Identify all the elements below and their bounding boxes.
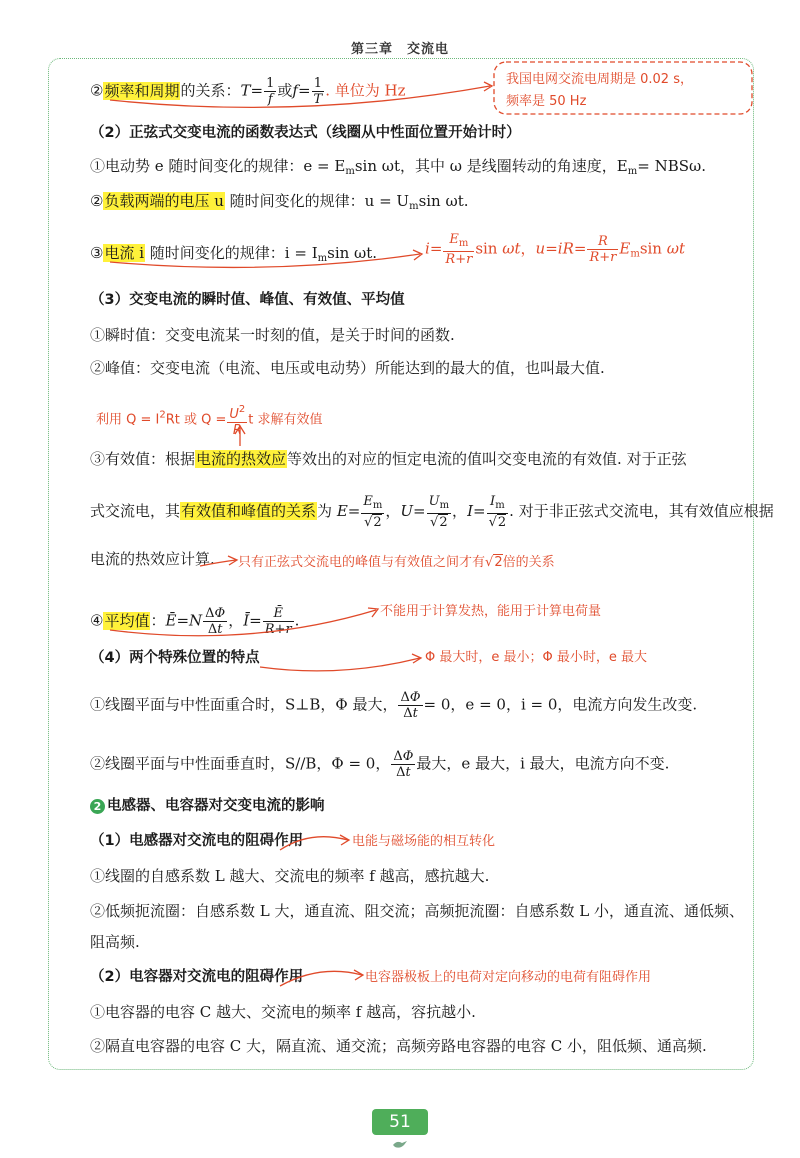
- line-emf: ①电动势 e 随时间变化的规律：$e = E_m\sin$ ωt，其中 ω 是线圈转动的角速度，$E_m= NBS\omega$.: [90, 157, 706, 177]
- note-sqrt2: 只有正弦式交流电的峰值与有效值之间才有√2倍的关系: [238, 555, 555, 570]
- highlight-heat-effect: 电流的热效应: [196, 450, 287, 468]
- line-average: ④平均值：Ē=N $\frac{\Delta\Phi}{\Delta t}$ ，Ī= $\frac{Ē}{R+r}$ .: [90, 606, 300, 637]
- line-instant: ①瞬时值：交变电流某一时刻的值，是关于时间的函数.: [90, 326, 455, 344]
- highlight-average: 平均值: [104, 611, 150, 630]
- text: . 对于非正弦式交流电，其有效值应根据: [509, 502, 774, 520]
- bird-icon: [392, 1138, 408, 1150]
- heading-values: （3）交变电流的瞬时值、峰值、有效值、平均值: [90, 292, 405, 308]
- chapter-header: 第三章 交流电: [350, 42, 449, 57]
- text: sin ωt，其中 ω 是线圈转动的角速度，E: [354, 157, 628, 175]
- highlight-relation: 有效值和峰值的关系: [181, 502, 317, 520]
- note-current-formula: i= $\frac{E_m}{R+r}$ sin ωt，u=iR= $\frac{R}{R+r}$ $E_m\sin$ ωt: [425, 232, 686, 267]
- line-effective-relation: 式交流电，其有效值和峰值的关系为 E= $\frac{E_m}{√2}$ ，U= $\frac{U_m}{√2}$ ，I= $\frac{I_m}{√2}$ . 对于非正弦式交流电，其有效值应根据: [90, 494, 774, 530]
- text: sin ωt.: [327, 244, 378, 262]
- text: 为: [317, 502, 333, 520]
- heading-sine-expression: （2）正弦式交变电流的函数表达式（线圈从中性面位置开始计时）: [90, 125, 521, 141]
- line-inductance: ①线圈的自感系数 L 越大、交流电的频率 f 越高，感抗越大.: [90, 867, 490, 885]
- text: 电感器、电容器对交变电流的影响: [107, 798, 325, 814]
- heading-inductor: （1）电感器对交流电的阻碍作用: [90, 833, 304, 849]
- line-voltage: ②负载两端的电压 u 随时间变化的规律：$u = U_m\sin$ ωt.: [90, 192, 469, 212]
- fraction: $\frac{1}{T}$: [313, 76, 323, 107]
- note-grid-period: 我国电网交流电周期是 0.02 s，: [506, 72, 693, 87]
- line-blocking-capacitor: ②隔直电容器的电容 C 大，隔直流、通交流；高频旁路电容器的电容 C 小，阻低频、通高频.: [90, 1037, 707, 1055]
- highlight-voltage: 负载两端的电压 u: [104, 192, 224, 210]
- item-marker: ④: [90, 611, 104, 630]
- heading-inductor-capacitor: [90, 796, 325, 816]
- text: ③有效值：根据: [90, 450, 196, 468]
- text: 的关系：: [180, 81, 241, 100]
- text: ①电动势 e 随时间变化的规律：e = E: [90, 157, 346, 175]
- line-freq-period: ②频率和周期的关系：T= $\frac{1}{f}$ 或f= $\frac{1}{T}$ . 单位为 Hz: [90, 76, 406, 107]
- section-number-badge: 2: [90, 799, 105, 814]
- line-peak: ②峰值：交变电流（电流、电压或电动势）所能达到的最大的值，也叫最大值.: [90, 359, 605, 377]
- text: = 0，e = 0，i = 0，电流方向发生改变.: [423, 695, 698, 714]
- page-number: 51: [372, 1109, 428, 1135]
- text: ①线圈平面与中性面重合时，S⊥B，Φ 最大，: [90, 695, 398, 714]
- line-effective: [90, 449, 687, 469]
- text: 等效出的对应的恒定电流的值叫交变电流的有效值. 对于正弦: [287, 450, 687, 468]
- note-phi-e: Φ 最大时，e 最小；Φ 最小时，e 最大: [425, 650, 647, 665]
- text: 随时间变化的规律：i = I: [145, 244, 318, 262]
- item-marker: ②: [90, 192, 104, 210]
- note-unit: . 单位为 Hz: [325, 81, 406, 100]
- heading-special-positions: （4）两个特殊位置的特点: [90, 650, 260, 666]
- line-neutral-plane: ①线圈平面与中性面重合时，S⊥B，Φ 最大， $\frac{\Delta\Phi}{\Delta t}$ = 0，e = 0，i = 0，电流方向发生改变.: [90, 690, 698, 721]
- note-average: 不能用于计算发热，能用于计算电荷量: [380, 604, 602, 619]
- highlight-current: 电流 i: [104, 244, 145, 262]
- text: sin ωt.: [418, 192, 469, 210]
- heading-capacitor: （2）电容器对交流电的阻碍作用: [90, 969, 304, 985]
- note-capacitor: 电容器极板上的电荷对定向移动的电荷有阻碍作用: [365, 970, 652, 985]
- line-perpendicular: ②线圈平面与中性面垂直时，S//B，Φ = 0， $\frac{\Delta\Phi}{\Delta t}$ 最大，e 最大，i 最大，电流方向不变.: [90, 749, 670, 780]
- item-marker: ③: [90, 244, 104, 262]
- highlight-freq-period: 频率和周期: [104, 81, 180, 100]
- note-heat-formula: 利用 $Q = I^2Rt$ 或 Q = $\frac{U^2}{R}$ t 求解有效值: [96, 404, 323, 438]
- line-choke: ②低频扼流圈：自感系数 L 大，通直流、阻交流；高频扼流圈：自感系数 L 小，通直流、通低频、: [90, 902, 744, 920]
- fraction: $\frac{1}{f}$: [266, 76, 275, 107]
- text: = NBSω.: [637, 157, 706, 175]
- line-capacitance: ①电容器的电容 C 越大、交流电的频率 f 越高，容抗越小.: [90, 1003, 476, 1021]
- note-inductor: 电能与磁场能的相互转化: [352, 834, 496, 849]
- line-current: ③电流 i 随时间变化的规律：$i = I_m\sin$ ωt.: [90, 244, 378, 264]
- item-marker: ②: [90, 81, 104, 100]
- text: 式交流电，其: [90, 502, 181, 520]
- text: 最大，e 最大，i 最大，电流方向不变.: [416, 754, 670, 773]
- text: 随时间变化的规律：u = U: [224, 192, 410, 210]
- note-grid-frequency: 频率是 50 Hz: [506, 94, 587, 109]
- line-heat-calc: 电流的热效应计算.: [90, 550, 215, 568]
- line-choke-cont: 阻高频.: [90, 933, 140, 951]
- text: ②线圈平面与中性面垂直时，S//B，Φ = 0，: [90, 754, 391, 773]
